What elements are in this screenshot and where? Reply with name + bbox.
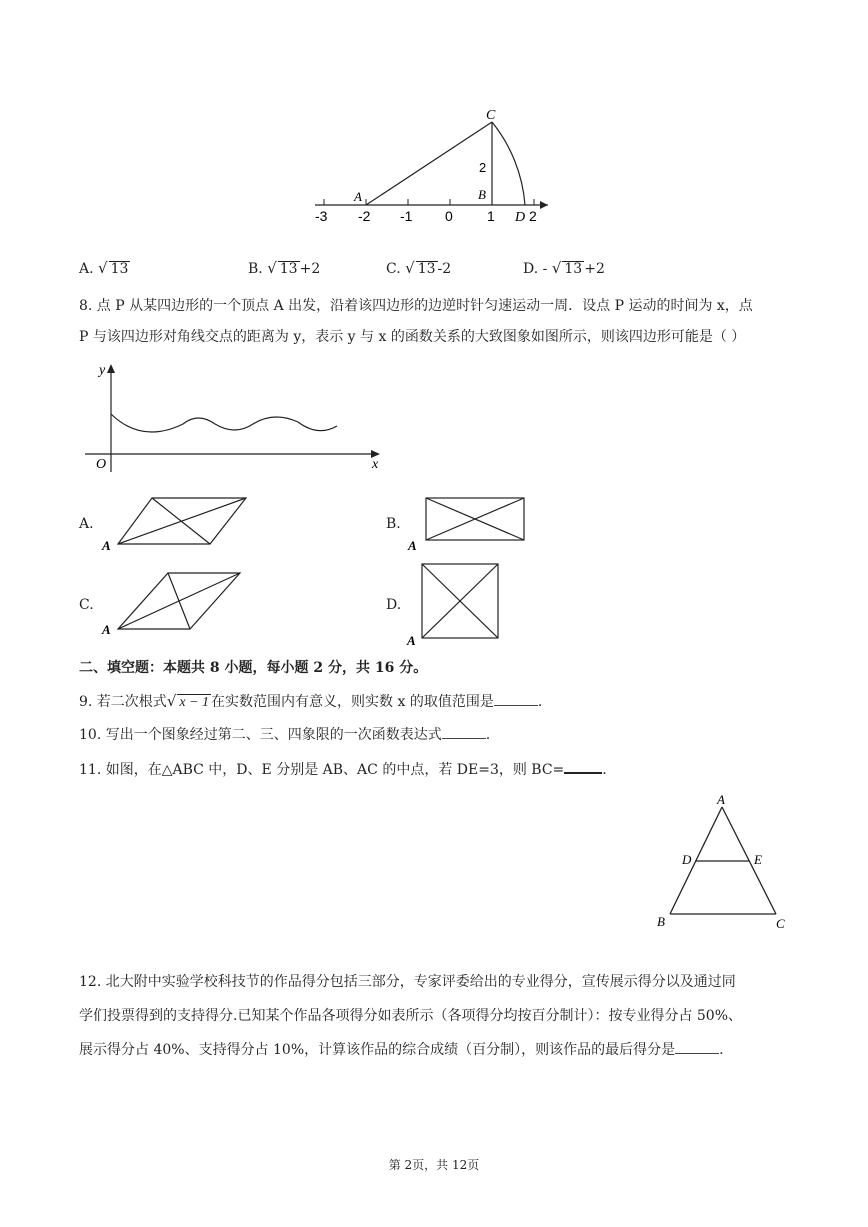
q7-figure — [310, 100, 560, 230]
label-c: C — [486, 108, 496, 123]
svg-text:E: E — [754, 852, 762, 867]
q7-option-d[interactable]: D. - √ 13 +2 — [523, 259, 605, 277]
q8-text-line2: P 与该四边形对角线交点的距离为 y，表示 y 与 x 的函数关系的大致图象如图所示，则该四边形可能是（ ） — [79, 329, 746, 345]
answer-blank[interactable] — [442, 726, 486, 739]
axis-x-label: x — [372, 457, 379, 472]
q8-curve — [111, 414, 337, 432]
svg-text:A: A — [102, 538, 111, 552]
tick-label: -2 — [358, 208, 371, 224]
origin-label: O — [96, 457, 107, 472]
tick-label: 2 — [529, 208, 537, 224]
q8-option-b-figure[interactable] — [405, 492, 535, 554]
page-footer: 第 2页，共 12页 — [388, 1158, 480, 1172]
svg-text:A: A — [408, 538, 417, 553]
q8-option-d-figure[interactable] — [405, 560, 505, 648]
q8-option-a-figure[interactable] — [100, 492, 255, 552]
label-height: 2 — [479, 160, 487, 175]
q7-option-c[interactable]: C. √ 13 -2 — [386, 259, 452, 277]
tick-label: -1 — [400, 208, 413, 224]
q8-graph — [85, 360, 390, 475]
tick-label: 0 — [445, 208, 453, 224]
number-line-arrow — [540, 201, 548, 209]
axis-y-label: y — [99, 363, 106, 378]
q8-option-c-label[interactable]: C. — [79, 597, 94, 613]
q12-text-line1: 12. 北大附中实验学校科技节的作品得分包括三部分，专家评委给出的专业得分，宣传展示得分以及通过同 — [79, 974, 736, 990]
svg-text:C: C — [776, 916, 785, 931]
q8-option-c-figure[interactable] — [100, 568, 250, 638]
label-a: A — [354, 189, 362, 204]
segment-ac — [366, 122, 492, 205]
q7-option-a[interactable]: A. √ 13 — [79, 259, 129, 277]
q9-text: 9. 若二次根式√ x − 1 在实数范围内有意义，则实数 x 的取值范围是 . — [79, 692, 543, 710]
answer-blank[interactable] — [675, 1041, 719, 1054]
q12-text-line3: 展示得分占 40%、支持得分占 10%，计算该作品的综合成绩（百分制），则该作品的最后得分是 . — [79, 1042, 724, 1058]
arc-cd — [492, 122, 525, 205]
q11-text: 11. 如图，在△ABC 中，D、E 分别是 AB、AC 的中点，若 DE=3，则 BC= . — [79, 762, 607, 778]
svg-text:D: D — [682, 852, 692, 867]
svg-text:B: B — [657, 914, 665, 929]
q7-option-b[interactable]: B. √ 13 +2 — [248, 259, 321, 277]
q8-option-a-label[interactable]: A. — [79, 516, 94, 532]
q11-figure — [652, 790, 792, 935]
q8-option-d-label[interactable]: D. — [386, 597, 402, 613]
svg-text:A: A — [407, 633, 416, 648]
q8-text-line1: 8. 点 P 从某四边形的一个顶点 A 出发，沿着该四边形的边逆时针匀速运动一周．设点 P 运动的时间为 x，点 — [79, 298, 753, 314]
q10-text: 10. 写出一个图象经过第二、三、四象限的一次函数表达式 . — [79, 727, 491, 743]
label-b: B — [478, 187, 486, 202]
q12-text-line2: 学们投票得到的支持得分.已知某个作品各项得分如表所示（各项得分均按百分制计）：按专业得分占 50%、 — [79, 1008, 743, 1024]
answer-blank[interactable] — [494, 693, 538, 706]
tick-label: -3 — [315, 208, 328, 224]
section-heading: 二、填空题：本题共 8 小题，每小题 2 分，共 16 分。 — [79, 660, 428, 676]
svg-text:A: A — [717, 792, 725, 807]
svg-text:A: A — [102, 622, 111, 637]
tick-label: 1 — [487, 208, 495, 224]
label-d: D — [515, 210, 526, 225]
q8-option-b-label[interactable]: B. — [386, 516, 401, 532]
answer-blank[interactable] — [564, 760, 602, 774]
